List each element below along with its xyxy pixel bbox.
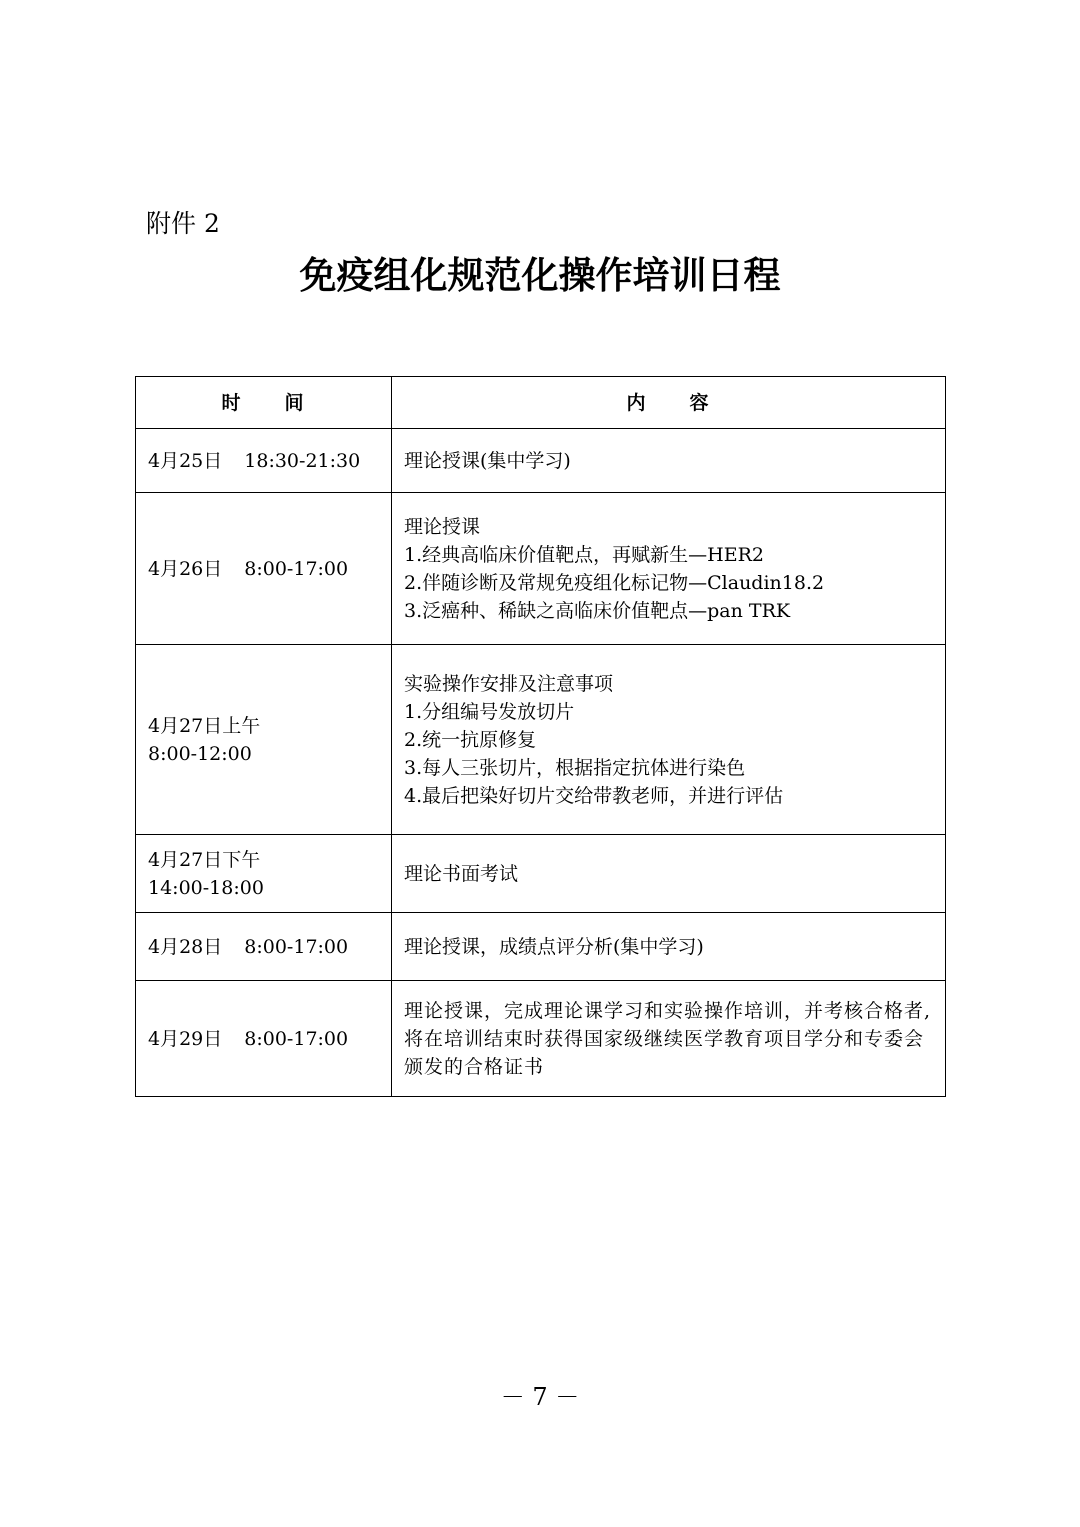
- time-cell: [136, 981, 392, 1097]
- content-cell: [392, 429, 946, 493]
- content-line: 理论授课，完成理论课学习和实验操作培训，并考核合格者,将在培训结束时获得国家级继续医学教育项目学分和专委会颁发的合格证书: [404, 999, 932, 1078]
- time-cell: [136, 493, 392, 645]
- time-cell: [136, 645, 392, 835]
- content-line: 理论授课(集中学习): [404, 449, 571, 472]
- content-line: 理论书面考试: [404, 862, 519, 885]
- time-cell: [136, 913, 392, 981]
- header-time: 时 间: [136, 377, 392, 429]
- table-header-row: [136, 377, 946, 429]
- content-line: 理论授课，成绩点评分析(集中学习): [404, 935, 704, 958]
- content-line: 1.经典高临床价值靶点，再赋新生—HER2: [404, 543, 764, 566]
- table-row: [136, 429, 946, 493]
- time-cell: [136, 429, 392, 493]
- date-text: 4月29日: [148, 1027, 223, 1050]
- time-range-text: 8:00-12:00: [148, 742, 252, 765]
- attachment-label: 附件 2: [146, 209, 220, 238]
- content-line: 理论授课: [404, 515, 481, 538]
- page-number: － 7 －: [500, 1383, 580, 1411]
- content-cell: [392, 835, 946, 913]
- date-text: 4月25日: [148, 449, 223, 472]
- content-line: 2.统一抗原修复: [404, 728, 537, 751]
- content-cell: [392, 645, 946, 835]
- date-text: 4月27日下午: [148, 848, 261, 871]
- content-cell: [392, 913, 946, 981]
- date-text: 4月27日上午: [148, 714, 261, 737]
- time-range-text: 8:00-17:00: [244, 1027, 349, 1050]
- time-range-text: 8:00-17:00: [244, 557, 349, 580]
- table-row: [136, 913, 946, 981]
- schedule-table: [135, 376, 946, 1097]
- table-row: [136, 835, 946, 913]
- content-line: 2.伴随诊断及常规免疫组化标记物—Claudin18.2: [404, 571, 825, 594]
- time-range-text: 8:00-17:00: [244, 935, 349, 958]
- time-range-text: 18:30-21:30: [244, 449, 361, 472]
- content-line: 4.最后把染好切片交给带教老师，并进行评估: [404, 784, 784, 807]
- time-range-text: 14:00-18:00: [148, 876, 264, 899]
- content-line: 3.泛癌种、稀缺之高临床价值靶点—pan TRK: [404, 599, 791, 622]
- document-title: 免疫组化规范化操作培训日程: [299, 254, 781, 297]
- content-cell: [392, 493, 946, 645]
- content-line: 3.每人三张切片，根据指定抗体进行染色: [404, 756, 746, 779]
- date-text: 4月26日: [148, 557, 223, 580]
- table-row: [136, 493, 946, 645]
- table-row: [136, 645, 946, 835]
- content-line: 实验操作安排及注意事项: [404, 672, 614, 695]
- time-cell: [136, 835, 392, 913]
- date-text: 4月28日: [148, 935, 223, 958]
- header-content: 内 容: [392, 377, 946, 429]
- content-cell: [392, 981, 946, 1097]
- content-line: 1.分组编号发放切片: [404, 700, 575, 723]
- table-row: [136, 981, 946, 1097]
